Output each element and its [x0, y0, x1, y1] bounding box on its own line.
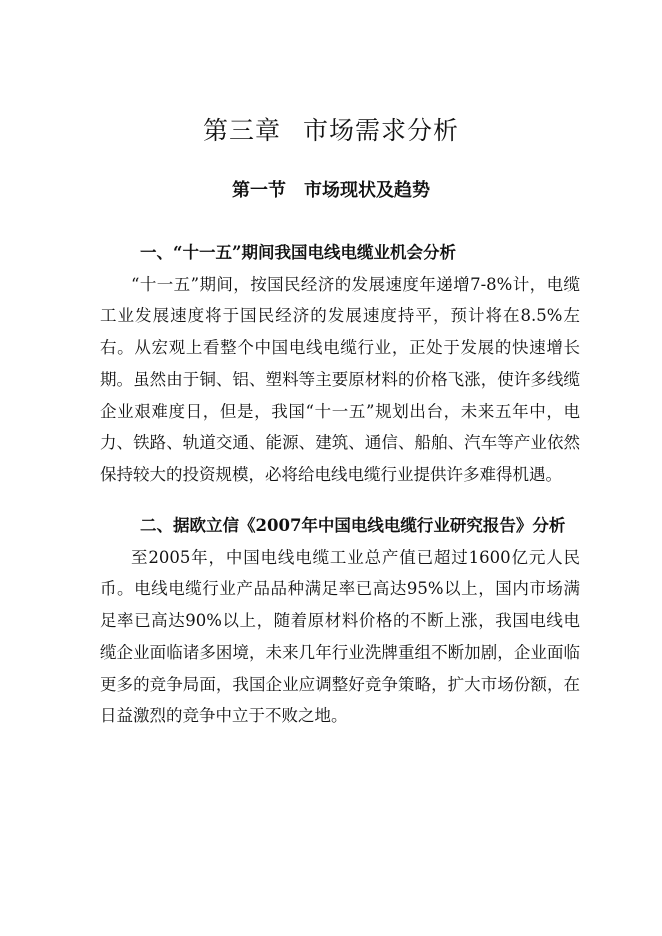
subsection-paragraph: 至2005年，中国电线电缆工业总产值已超过1600亿元人民币。电线电缆行业产品品种满足率已高达95%以上，国内市场满足率已高达90%以上，随着原材料价格的不断上涨，我国电线电缆企业面临诸多困境，未来几年行业洗牌重组不断加剧，企业面临更多的竞争局面，我国企业应调整好竞争策略，扩大市场份额，在日益激烈的竞争中立于不败之地。 — [100, 547, 580, 726]
subsection-heading: 二、据欧立信《2007年中国电线电缆行业研究报告》分析 — [140, 516, 566, 535]
section-name: 市场现状及趋势 — [304, 180, 430, 201]
chapter-title — [0, 113, 662, 149]
subsection-2 — [100, 510, 580, 732]
subsection-paragraph: “十一五”期间，按国民经济的发展速度年递增7-8%计，电缆工业发展速度将于国民经济的发展速度持平，预计将在8.5%左右。从宏观上看整个中国电线电缆行业，正处于发展的快速增长期。虽然由于铜、铝、塑料等主要原材料的价格飞涨，使许多线缆企业艰难度日，但是，我国“十一五”规划出台，未来五年中，电力、铁路、轨道交通、能源、建筑、通信、船舶、汽车等产业依然保持较大的投资规模，必将给电线电缆行业提供许多难得机遇。 — [100, 274, 580, 484]
subsection-1 — [100, 237, 580, 491]
chapter-name: 市场需求分析 — [303, 116, 460, 145]
section-title — [0, 178, 662, 204]
chapter-number: 第三章 — [202, 116, 281, 145]
section-number: 第一节 — [232, 180, 286, 201]
subsection-heading: 一、“十一五”期间我国电线电缆业机会分析 — [140, 243, 456, 262]
